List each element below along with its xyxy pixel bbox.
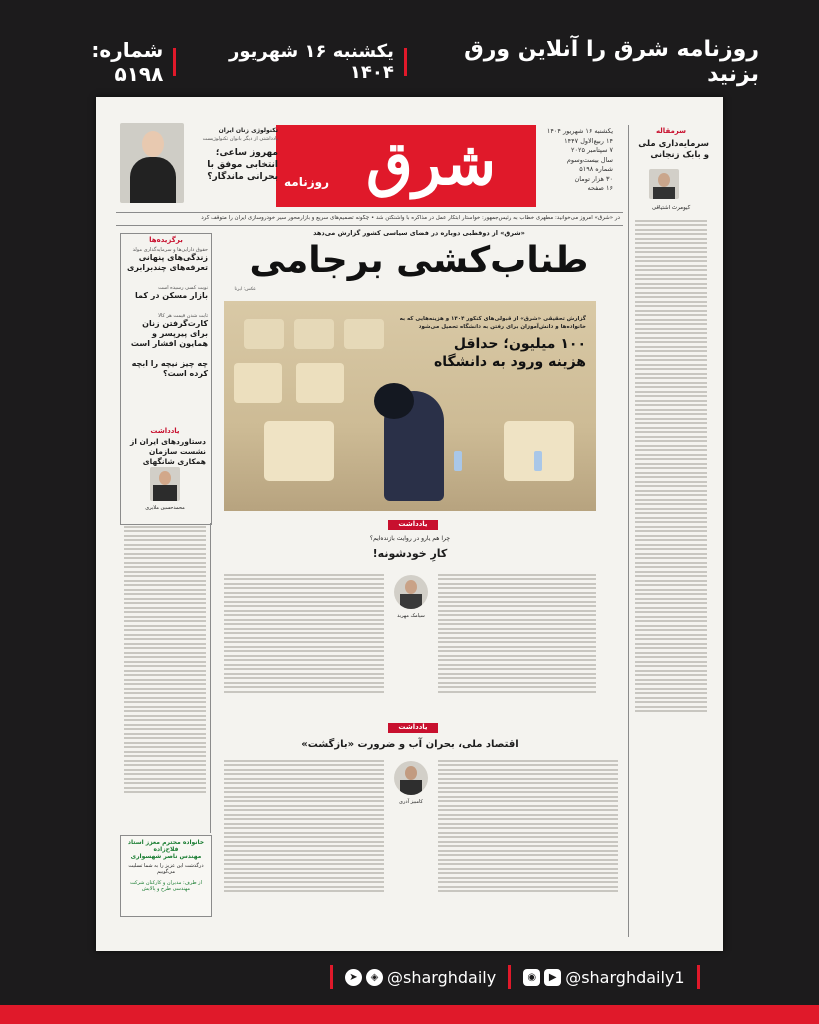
left-note-author: محمدحسین ملایری	[145, 505, 185, 511]
social-separator	[508, 965, 511, 989]
center-label-1: یادداشت	[388, 520, 438, 530]
teaser-title[interactable]: مهروز ساعی؛ انتخابی موفق با بحرانی ماندگار؟	[207, 148, 278, 182]
masthead-info-line: شماره ۵۱۹۸	[579, 165, 613, 173]
photo-student-head	[374, 383, 414, 419]
right-col-author: کیومرث اشتیاقی	[651, 205, 691, 211]
left-note-label: یادداشت	[150, 427, 180, 435]
center-title-1[interactable]: کارِ خودشونه!	[372, 547, 448, 560]
masthead-info-line: ۳۰ هزار تومان	[574, 174, 613, 183]
masthead-info-line: ۷ سپتامبر ۲۰۲۵	[571, 146, 613, 154]
newspaper-front-page[interactable]	[96, 97, 723, 951]
left-body-text	[120, 523, 211, 833]
teaser-photo	[120, 123, 184, 203]
photo-overlay-text	[386, 315, 586, 371]
center-body-left	[224, 571, 384, 721]
left-col-item-title: زندگی‌های پنهانی تعرفه‌های چندبرابری	[127, 253, 208, 272]
right-col-author-photo	[649, 169, 679, 199]
masthead-info-line: سال بیست‌وسوم	[566, 155, 613, 164]
masthead-sub: روزنامه	[284, 175, 329, 189]
masthead-info	[543, 127, 613, 194]
left-col-item[interactable]	[121, 282, 211, 304]
teaser-subkicker: یادداشتی از دیگر بانوان تکنولوژیست	[202, 136, 278, 142]
right-col-body	[635, 217, 707, 715]
photo-bottle	[534, 451, 542, 471]
photo-chair	[234, 363, 282, 403]
social-handle-2: @sharghdaily1	[565, 967, 685, 987]
left-note-title[interactable]: دستاوردهای ایران از نشست سازمان همکاری شانگهای	[130, 437, 206, 466]
right-col-label: سرمقاله	[655, 127, 687, 135]
social-group-2[interactable]	[523, 968, 684, 987]
telegram-icon: ➤	[345, 969, 362, 986]
left-col-item-title: چه چیز نیچه را ابچه کرده است؟	[131, 359, 208, 378]
social-group-1[interactable]	[345, 968, 496, 987]
photo-chair	[344, 319, 384, 349]
sub-headline-1[interactable]: ۱۰۰ میلیون؛ حداقل	[453, 336, 586, 352]
top-banner	[0, 0, 819, 100]
center-author-1: سیامک مهربد	[397, 613, 425, 619]
instagram-icon: ◉	[523, 969, 540, 986]
condolence-box	[120, 835, 212, 917]
left-col-item[interactable]	[121, 356, 211, 382]
center-author-2: کامبیز آذری	[399, 799, 423, 805]
center-body2-left	[224, 757, 384, 927]
youtube-icon: ▶	[544, 969, 561, 986]
banner-row	[40, 37, 759, 87]
sub-headline-2[interactable]: هزینه ورود به دانشگاه	[433, 354, 586, 370]
left-col-item[interactable]	[121, 244, 211, 276]
sub-kicker: گزارش تحقیقی «شرق» از قبولی‌های کنکور ۱۴۰۴ و هزینه‌هایی که به خانواده‌ها و دانش‌آموزان برای رفتن به دانشگاه تحمیل می‌شود	[399, 316, 586, 330]
social-handle-1: @sharghdaily	[387, 967, 497, 987]
teaser-text	[188, 127, 278, 183]
masthead-info-line: ۱۴ ربیع‌الاول ۱۴۴۷	[564, 136, 613, 145]
left-note-author-photo	[150, 467, 180, 501]
left-col-label: برگزیده‌ها	[149, 236, 183, 244]
center-kicker-1: چرا هم یارو در روایت بازنده‌ایم؟	[369, 535, 451, 542]
ticker-rule	[116, 225, 623, 226]
banner-title: روزنامه شرق را آنلاین ورق بزنید	[464, 37, 759, 87]
teaser-kicker: تکنولوژی زنان ایران	[218, 127, 278, 134]
banner-date: یکشنبه ۱۶ شهریور ۱۴۰۴	[229, 41, 394, 83]
social-separator	[330, 965, 333, 989]
masthead-logo-text: شرق	[366, 129, 496, 199]
social-bar	[330, 962, 700, 992]
masthead-logo	[276, 125, 536, 207]
photo-bottle	[454, 451, 462, 471]
main-headline[interactable]: طناب‌کشی برجامی	[249, 240, 589, 281]
left-col-item-kicker: ثابت شدن قیمت هر کالا	[158, 313, 208, 319]
condolence-line2: مهندس ناصر شهسواری	[130, 853, 202, 860]
main-kicker: «شرق» از دوقطبی دوباره در فضای سیاسی کشور گزارش می‌دهد	[313, 229, 525, 237]
left-col-item-kicker: حقوق دارایی‌ها و سرمایه‌گذاری مولد	[132, 247, 208, 253]
left-note-box	[120, 427, 210, 521]
right-column	[628, 125, 713, 937]
masthead-info-line: یکشنبه ۱۶ شهریور ۱۴۰۴	[546, 127, 613, 135]
center-title-2[interactable]: اقتصاد ملی، بحران آب و ضرورت «بازگشت»	[301, 739, 519, 750]
ticker-rule	[116, 212, 623, 213]
banner-separator	[173, 48, 176, 76]
center-body2-right	[438, 757, 618, 927]
left-col-item-title: کارت‌گرفتن زنان برای پیرپسر و همایون افشار است	[130, 319, 208, 348]
condolence-line3: درگذشت این عزیز را به شما تسلیت می‌گوییم	[128, 863, 204, 875]
photo-credit: عکس: ایرنا	[234, 287, 256, 292]
ticker: در «شرق» امروز می‌خوانید: مطهری خطاب به رئیس‌جمهور: خواستار ابتکار عمل در مذاکره با واشنگتن شد • چگونه تصمیم‌های سریع و بازارمحور سیر خودروسازی ایران را متوقف کرد	[201, 215, 620, 221]
photo-chair	[296, 363, 344, 403]
photo-chair	[294, 319, 334, 349]
center-author-photo-2	[394, 761, 428, 795]
center-author-photo-1	[394, 575, 428, 609]
banner-separator	[404, 48, 407, 76]
photo-chair	[244, 319, 284, 349]
right-col-title[interactable]: سرمایه‌داری ملی و بابک زنجانی	[638, 139, 709, 160]
social-separator	[697, 965, 700, 989]
twitter-icon: ◈	[366, 969, 383, 986]
condolence-line4: از طرف: مدیران و کارکنان شرکت مهندسی طرح و پالایش	[130, 880, 202, 892]
left-col-item[interactable]	[121, 310, 211, 352]
masthead-info-line: ۱۶ صفحه	[587, 184, 613, 192]
banner-issue: شماره: ۵۱۹۸	[91, 38, 164, 86]
left-col-item-title: بازار مسکن در کما	[135, 291, 208, 300]
center-label-2: یادداشت	[388, 723, 438, 733]
footer-red-bar	[0, 1005, 819, 1024]
left-col-item-kicker: نوبت کسی رسیده است	[158, 285, 208, 291]
center-body-right	[438, 571, 596, 721]
photo-chair	[264, 421, 334, 481]
condolence-line1: خانواده محترم معزز استاد فلاح‌زاده	[127, 839, 205, 853]
